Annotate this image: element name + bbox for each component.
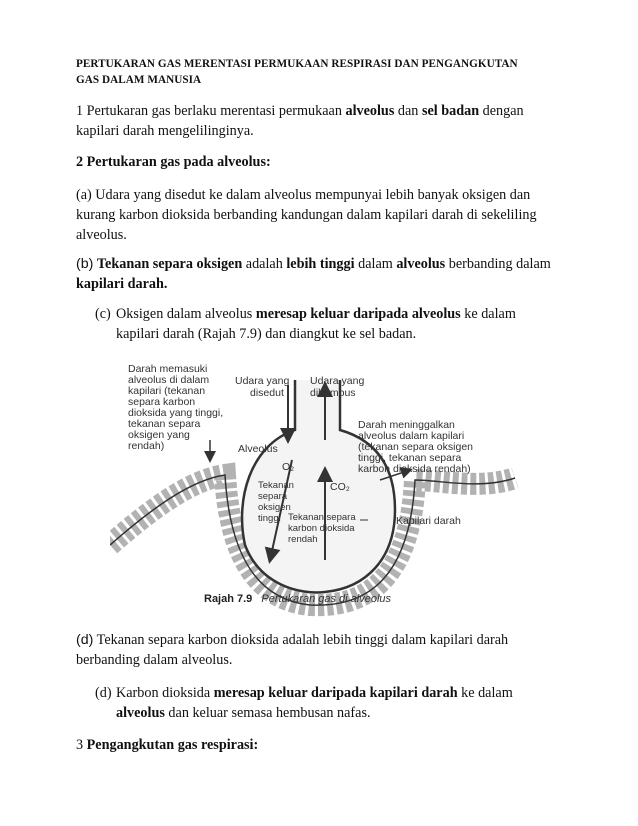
co2-label: CO₂: [330, 481, 350, 493]
section-1-paragraph: [76, 101, 576, 141]
section-3-heading: 3 Pengangkutan gas respirasi:: [76, 737, 259, 753]
alveolus-label: Alveolus: [238, 443, 278, 455]
o2-label: O₂: [282, 461, 295, 473]
inner-co2-label: Tekanan separa karbon dioksida rendah: [288, 512, 356, 545]
figure-caption: Rajah 7.9 Pertukaran gas di alveolus: [204, 593, 392, 605]
title-line-2: GAS DALAM MANUSIA: [76, 74, 202, 86]
section-2-heading: 2 Pertukaran gas pada alveolus:: [76, 154, 271, 170]
inner-o2-label: Tekanan separa oksigen tinggi: [258, 480, 294, 524]
paragraph-b: [76, 254, 576, 294]
paragraph-a: [76, 185, 576, 245]
pd-line-2: berbanding dalam alveolus.: [76, 652, 233, 668]
pa-line-2: kurang karbon dioksida berbanding kandungan dalam kapilari darah di sekeliling: [76, 207, 537, 223]
exhaled-label: Udara yang dihembus: [310, 375, 365, 399]
pc-label: (c): [95, 306, 111, 322]
paragraph-d2: [95, 683, 565, 723]
document-title: [76, 56, 576, 88]
left-label: Darah memasuki alveolus di dalam kapilari (tekanan separa karbon dioksida yang tinggi, tekanan separa oksigen yang rendah): [128, 363, 224, 452]
right-label: Darah meninggalkan alveolus dalam kapilari (tekanan separa oksigen tinggi, tekanan separa karbon dioksida rendah): [358, 419, 473, 475]
paragraph-c: [95, 304, 565, 344]
pd-line-1: (d) Tekanan separa karbon dioksida adalah lebih tinggi dalam kapilari darah: [76, 632, 509, 648]
pb-line-1: (b) Tekanan separa oksigen adalah lebih tinggi dalam alveolus berbanding dalam: [76, 256, 551, 272]
s1-line-1: 1 Pertukaran gas berlaku merentasi permukaan alveolus dan sel badan dengan: [76, 103, 524, 119]
pa-line-1: (a) Udara yang disedut ke dalam alveolus mempunyai lebih banyak oksigen dan: [76, 187, 531, 203]
pd2-text: Karbon dioksida meresap keluar daripada kapilari darah ke dalam alveolus dan keluar semasa hembusan nafas.: [116, 685, 513, 721]
paragraph-d: [76, 630, 576, 670]
inhaled-label: Udara yang disedut: [235, 375, 290, 399]
capillary-label: Kapilari darah: [396, 515, 461, 527]
pb-line-2: kapilari darah.: [76, 276, 168, 292]
title-line-1: PERTUKARAN GAS MERENTASI PERMUKAAN RESPIRASI DAN PENGANGKUTAN: [76, 58, 518, 70]
pc-text: Oksigen dalam alveolus meresap keluar daripada alveolus ke dalam kapilari darah (Rajah 7.9) dan diangkut ke sel badan.: [116, 306, 516, 342]
pa-line-3: alveolus.: [76, 227, 127, 243]
s1-line-2: kapilari darah mengelilinginya.: [76, 123, 254, 139]
pd2-label: (d): [95, 685, 112, 701]
alveolus-diagram: [110, 360, 550, 620]
